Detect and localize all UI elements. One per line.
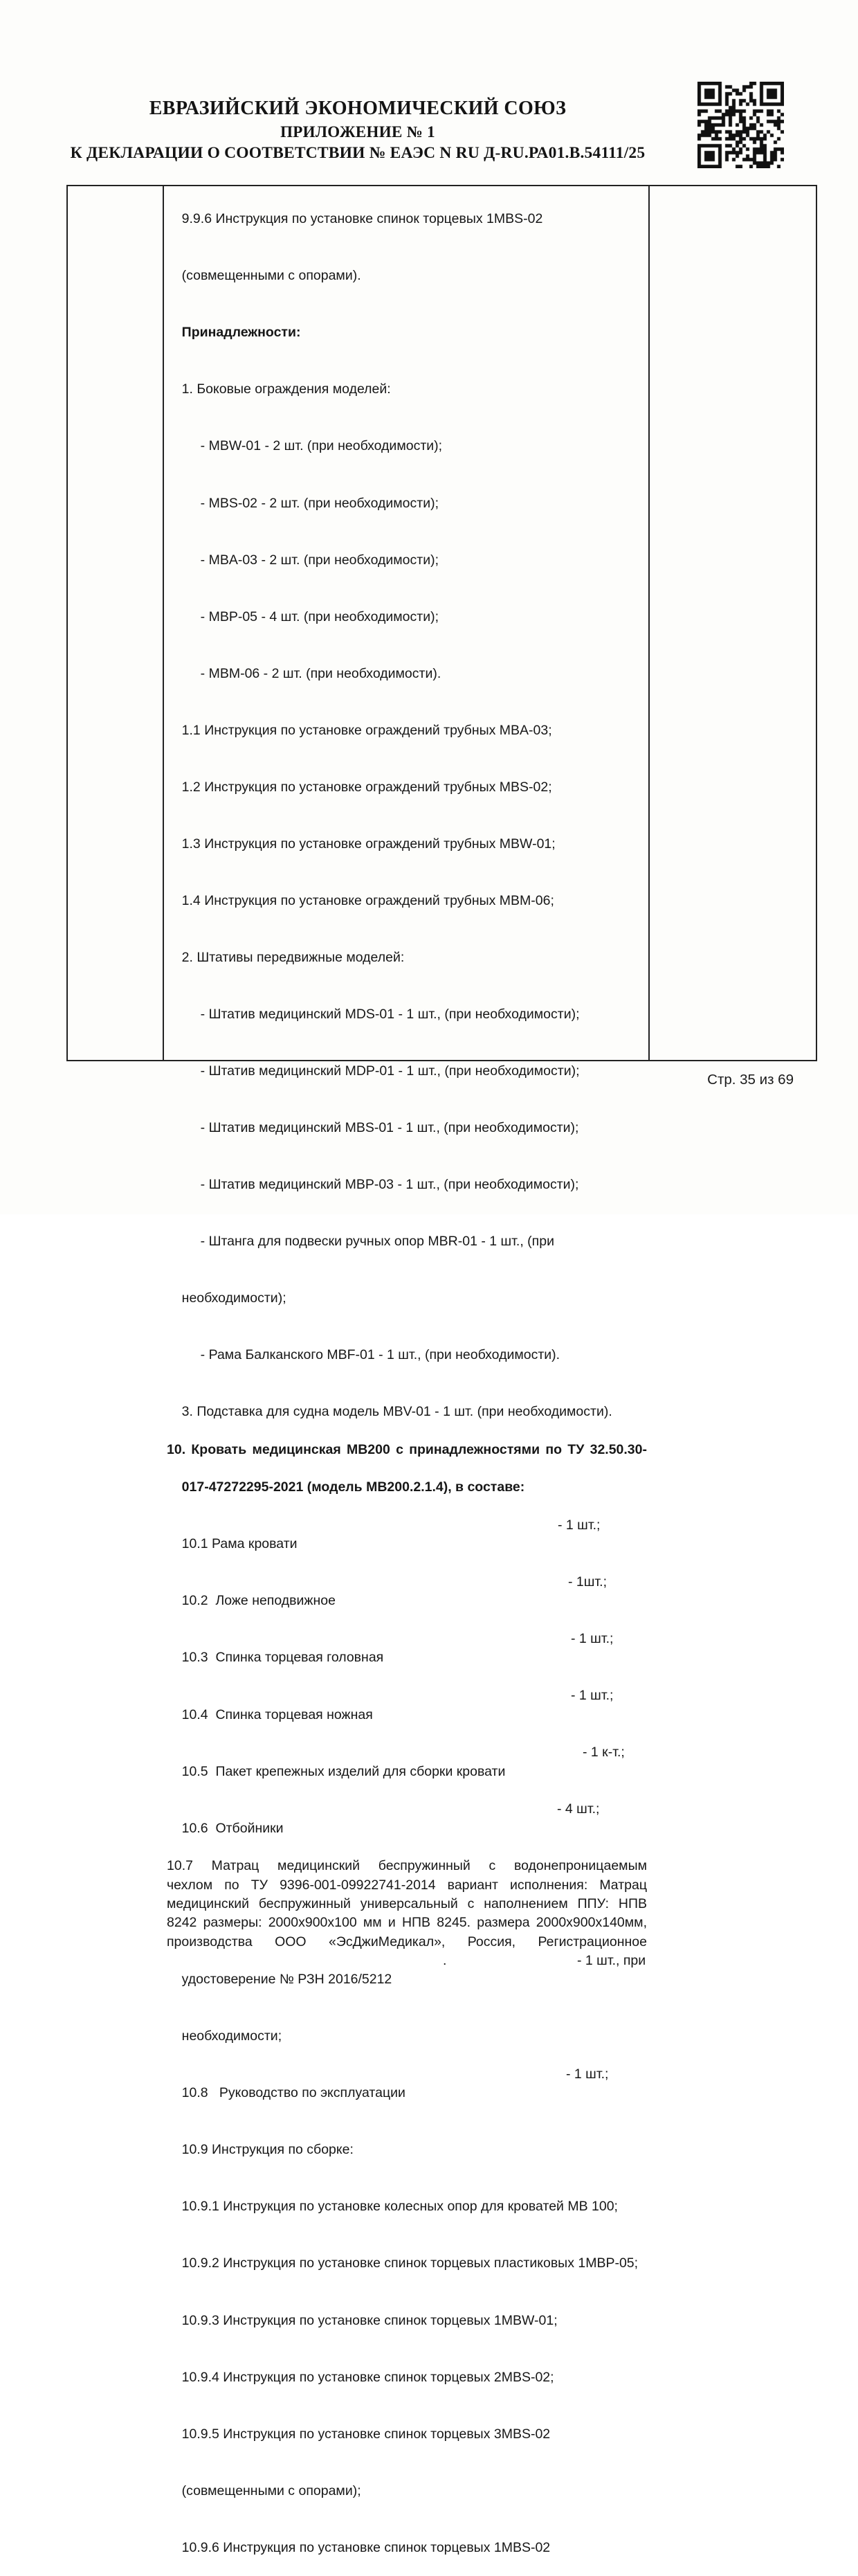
row-text: - MBW-01 - 2 шт. (при необходимости); bbox=[200, 438, 443, 454]
table-row bbox=[167, 1157, 647, 1214]
row-quantity: - 1 шт., при bbox=[577, 1952, 646, 1968]
row-quantity: - 1 шт.; bbox=[558, 1517, 601, 1533]
table-row bbox=[167, 1100, 647, 1157]
row-quantity: - 1 к-т.; bbox=[583, 1745, 625, 1760]
document-header bbox=[0, 96, 715, 164]
row-text: 10.9 Инструкция по сборке: bbox=[181, 2142, 354, 2158]
table-row bbox=[167, 1043, 647, 1099]
table-row bbox=[167, 1933, 647, 1952]
row-text: 10.9.3 Инструкция по установке спинок торцевых 1MBW-01; bbox=[181, 2312, 558, 2328]
row-text: - Рама Балканского MBF-01 - 1 шт., (при необходимости). bbox=[200, 1346, 560, 1362]
row-text: удостоверение № РЗН 2016/5212 bbox=[181, 1972, 392, 1988]
table-row bbox=[167, 2406, 647, 2462]
row-text: - Штатив медицинский MDS-01 - 1 шт., (при необходимости); bbox=[200, 1006, 580, 1022]
table-row bbox=[167, 1214, 647, 1270]
row-text: 017-47272295-2021 (модель МВ200.2.1.4), в составе: bbox=[181, 1479, 525, 1495]
row-text: 10. Кровать медицинская МВ200 с принадлежностями по ТУ 32.50.30- bbox=[167, 1441, 647, 1457]
table-row bbox=[167, 1913, 647, 1932]
table-row bbox=[167, 1743, 647, 1800]
table-row bbox=[167, 816, 647, 872]
header-union-title: ЕВРАЗИЙСКИЙ ЭКОНОМИЧЕСКИЙ СОЮЗ bbox=[149, 98, 567, 119]
row-text: Принадлежности: bbox=[181, 325, 301, 341]
row-text: 10.2 Ложе неподвижное bbox=[181, 1593, 336, 1609]
header-declaration-number: К ДЕКЛАРАЦИИ О СООТВЕТСТВИИ № ЕАЭС N RU Д-RU.РА01.В.54111/25 bbox=[70, 144, 646, 162]
qr-code-icon bbox=[697, 82, 784, 168]
column-divider-right bbox=[648, 186, 650, 1060]
table-row bbox=[167, 986, 647, 1043]
row-text: 10.9.6 Инструкция по установке спинок торцевых 1MBS-02 bbox=[181, 2539, 551, 2555]
row-text: 2. Штативы передвижные моделей: bbox=[181, 949, 405, 965]
row-text: 10.9.4 Инструкция по установке спинок торцевых 2MBS-02; bbox=[181, 2369, 554, 2385]
table-row bbox=[167, 305, 647, 361]
table-row bbox=[167, 2462, 647, 2519]
row-text: 9.9.6 Инструкция по установке спинок торцевых 1MBS-02 bbox=[181, 211, 543, 227]
row-text: (совмещенными с опорами); bbox=[181, 2483, 361, 2498]
table-row bbox=[167, 532, 647, 588]
table-row bbox=[167, 2179, 647, 2235]
row-text: 8242 размеры: 2000х900х100 мм и НПВ 8245. размера 2000х900х140мм, bbox=[167, 1915, 647, 1931]
table-row bbox=[167, 475, 647, 532]
row-text: необходимости); bbox=[181, 1290, 286, 1306]
row-text: 1.4 Инструкция по установке ограждений трубных MBM-06; bbox=[181, 892, 554, 908]
table-row bbox=[167, 929, 647, 986]
table-row bbox=[167, 248, 647, 305]
row-text: 1.3 Инструкция по установке ограждений трубных MBW-01; bbox=[181, 836, 556, 852]
stray-dot: . bbox=[443, 1952, 447, 1968]
row-text: медицинский беспружинный универсальный с наполнением ППУ: НПВ bbox=[167, 1895, 647, 1911]
table-row bbox=[167, 1441, 647, 1459]
table-row bbox=[167, 2519, 647, 2576]
table-row bbox=[167, 1876, 647, 1895]
row-text: 10.7 Матрац медицинский беспружинный с водонепроницаемым bbox=[167, 1858, 647, 1874]
row-quantity: - 4 шт.; bbox=[557, 1801, 600, 1817]
row-text: - MBA-03 - 2 шт. (при необходимости); bbox=[200, 552, 439, 568]
header-annex-title: ПРИЛОЖЕНИЕ № 1 bbox=[280, 123, 435, 141]
row-text: (совмещенными с опорами). bbox=[181, 268, 361, 284]
row-text: - Штатив медицинский MDP-01 - 1 шт., (при необходимости); bbox=[200, 1063, 580, 1079]
row-text: - Штатив медицинский MBP-03 - 1 шт., (при необходимости); bbox=[200, 1176, 579, 1192]
table-row bbox=[167, 2235, 647, 2292]
table-row bbox=[167, 702, 647, 759]
table-row bbox=[167, 1857, 647, 1875]
table-row bbox=[167, 1270, 647, 1327]
row-text: 10.8 Руководство по эксплуатации bbox=[181, 2085, 405, 2101]
table-row bbox=[167, 1516, 647, 1573]
row-text: 10.9.5 Инструкция по установке спинок торцевых 3MBS-02 bbox=[181, 2426, 551, 2442]
row-text: чехлом по ТУ 9396-001-09922741-2014 вариант исполнения: Матрац bbox=[167, 1877, 647, 1893]
table-row bbox=[167, 1459, 647, 1516]
table-row bbox=[167, 418, 647, 475]
row-text: 1. Боковые ограждения моделей: bbox=[181, 381, 391, 397]
table-row bbox=[167, 191, 647, 248]
row-text: производства ООО «ЭсДжиМедикал», Россия, Регистрационное bbox=[167, 1934, 647, 1949]
row-text: 1.2 Инструкция по установке ограждений трубных MBS-02; bbox=[181, 779, 552, 795]
table-row bbox=[167, 2292, 647, 2349]
table-row bbox=[167, 588, 647, 645]
table-row bbox=[167, 361, 647, 418]
table-row bbox=[167, 645, 647, 702]
table-row bbox=[167, 872, 647, 929]
row-text: - MBP-05 - 4 шт. (при необходимости); bbox=[200, 609, 439, 624]
table-row bbox=[167, 1952, 647, 2008]
row-quantity: - 1 шт.; bbox=[571, 1631, 614, 1647]
row-text: 10.9.2 Инструкция по установке спинок торцевых пластиковых 1MBP-05; bbox=[181, 2255, 639, 2271]
row-text: 10.5 Пакет крепежных изделий для сборки кровати bbox=[181, 1763, 506, 1779]
row-quantity: - 1шт.; bbox=[568, 1574, 608, 1590]
row-text: 10.3 Спинка торцевая головная bbox=[181, 1650, 384, 1666]
table-row bbox=[167, 2349, 647, 2406]
table-row bbox=[167, 2008, 647, 2065]
row-text: 1.1 Инструкция по установке ограждений трубных MBA-03; bbox=[181, 722, 552, 738]
table-row bbox=[167, 1573, 647, 1630]
row-text: необходимости; bbox=[181, 2028, 282, 2044]
row-text: - MBS-02 - 2 шт. (при необходимости); bbox=[200, 495, 439, 511]
table-row bbox=[167, 1895, 647, 1913]
row-quantity: - 1 шт.; bbox=[566, 2066, 609, 2082]
row-text: 10.1 Рама кровати bbox=[181, 1536, 298, 1552]
page-number: Стр. 35 из 69 bbox=[707, 1072, 794, 1088]
table-row bbox=[167, 1327, 647, 1384]
row-text: 3. Подставка для судна модель MBV-01 - 1 шт. (при необходимости). bbox=[181, 1404, 612, 1419]
row-text: - Штатив медицинский MBS-01 - 1 шт., (при необходимости); bbox=[200, 1119, 579, 1135]
row-text: 10.4 Спинка торцевая ножная bbox=[181, 1706, 373, 1722]
table-row bbox=[167, 2065, 647, 2122]
row-text: - Штанга для подвески ручных опор MBR-01 - 1 шт., (при bbox=[200, 1233, 554, 1249]
row-text: 10.6 Отбойники bbox=[181, 1820, 284, 1836]
table-content-cell bbox=[164, 191, 648, 2576]
row-text: - MBM-06 - 2 шт. (при необходимости). bbox=[200, 665, 441, 681]
row-quantity: - 1 шт.; bbox=[571, 1688, 614, 1704]
table-row bbox=[167, 1686, 647, 1743]
table-row bbox=[167, 759, 647, 816]
table-row bbox=[167, 1384, 647, 1441]
table-row bbox=[167, 2122, 647, 2179]
row-text: 10.9.1 Инструкция по установке колесных опор для кроватей МВ 100; bbox=[181, 2199, 618, 2215]
table-row bbox=[167, 1800, 647, 1857]
table-row bbox=[167, 1630, 647, 1686]
